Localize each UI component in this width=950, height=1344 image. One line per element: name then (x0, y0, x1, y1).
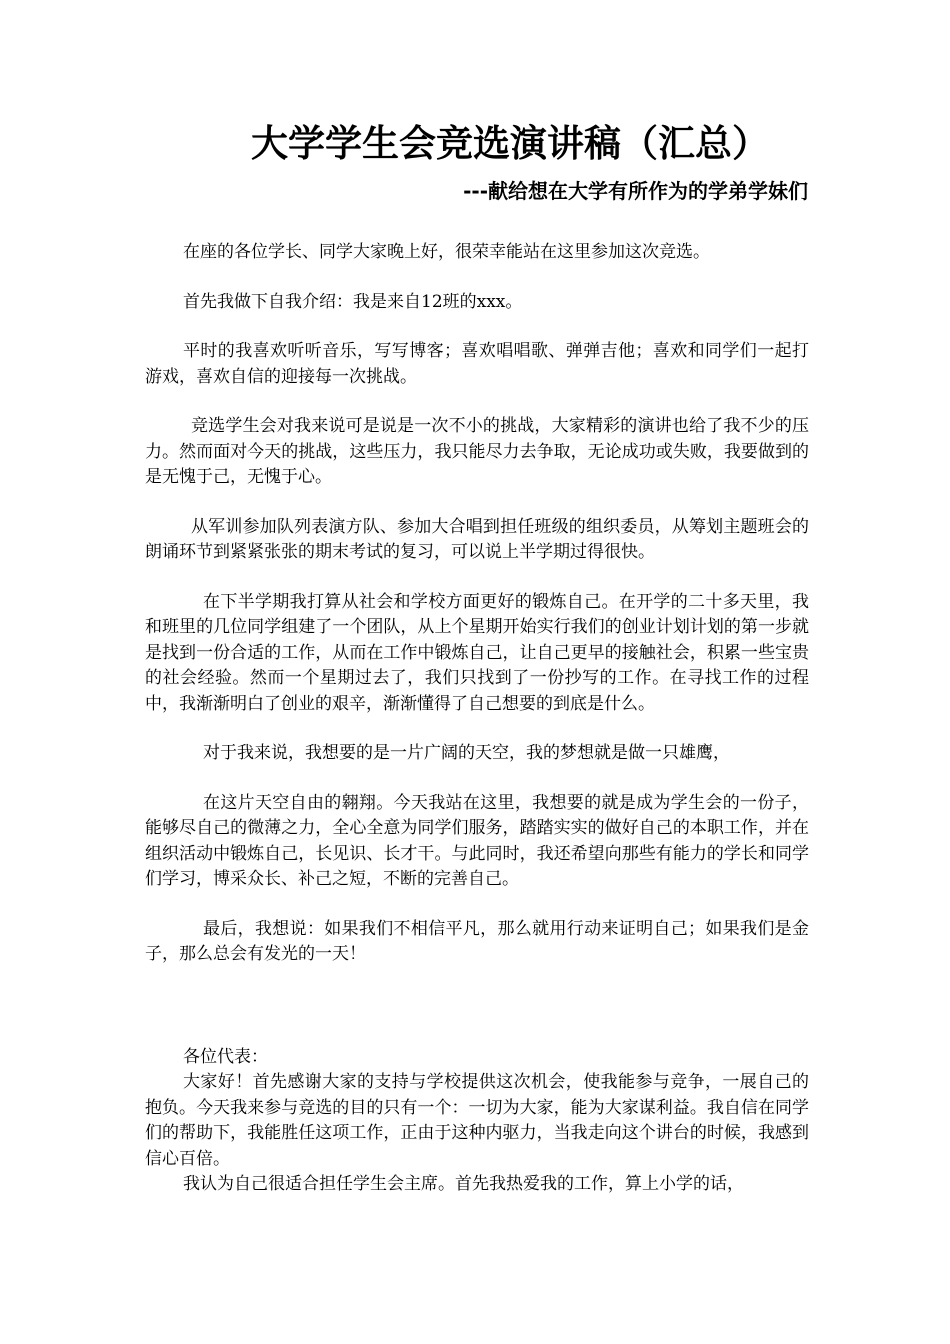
section-gap (145, 992, 809, 1045)
paragraph-opening: 大家好！首先感谢大家的支持与学校提供这次机会，使我能参与竞争，一展自己的抱负。今天我来参与竞选的目的只有一个：一切为大家，能为大家谋利益。我自信在同学们的帮助下，我能胜任这项工作，正由于这种内驱力，当我走向这个讲台的时候，我感到信心百倍。 (145, 1072, 809, 1169)
paragraph-challenge: 竞选学生会对我来说可是说是一次不小的挑战，大家精彩的演讲也给了我不少的压力。然而面对今天的挑战，这些压力，我只能尽力去争取，无论成功或失败，我要做到的是无愧于己，无愧于心。 (145, 416, 809, 487)
paragraph-intro: 首先我做下自我介绍：我是来自12班的xxx。 (183, 291, 523, 312)
paragraph-goal: 在这片天空自由的翱翔。今天我站在这里，我想要的就是成为学生会的一份子，能够尽自己的微薄之力，全心全意为同学们服务，踏踏实实的做好自己的本职工作，并在组织活动中锻炼自己，长见识、长才干。与此同时，我还希望向那些有能力的学长和同学们学习，博采众长、补己之短，不断的完善自己。 (145, 792, 809, 889)
paragraph-closing: 最后，我想说：如果我们不相信平凡，那么就用行动来证明自己；如果我们是金子，那么总会有发光的一天！ (145, 918, 809, 964)
document-body (145, 240, 809, 1198)
document-subtitle: ---献给想在大学有所作为的学弟学妹们 (463, 179, 808, 203)
paragraph-second-semester: 在下半学期我打算从社会和学校方面更好的锻炼自己。在开学的二十多天里，我和班里的几位同学组建了一个团队，从上个星期开始实行我们的创业计划计划的第一步就是找到一份合适的工作，从而在工作中锻炼自己，让自己更早的接触社会，积累一些宝贵的社会经验。然而一个星期过去了，我们只找到了一份抄写的工作。在寻找工作的过程中，我渐渐明白了创业的艰辛，渐渐懂得了自己想要的到底是什么。 (145, 591, 809, 714)
paragraph-suitability: 我认为自己很适合担任学生会主席。首先我热爱我的工作，算上小学的话， (183, 1174, 744, 1194)
paragraph-greeting: 在座的各位学长、同学大家晚上好，很荣幸能站在这里参加这次竞选。 (183, 242, 710, 262)
paragraph-dream: 对于我来说，我想要的是一片广阔的天空，我的梦想就是做一只雄鹰， (203, 743, 730, 763)
document-title: 大学学生会竞选演讲稿（汇总） (251, 122, 769, 165)
paragraph-first-semester: 从军训参加队列表演方队、参加大合唱到担任班级的组织委员，从筹划主题班会的朗诵环节到紧紧张张的期末考试的复习，可以说上半学期过得很快。 (145, 516, 809, 562)
paragraph-hobbies: 平时的我喜欢听听音乐，写写博客；喜欢唱唱歌、弹弹吉他；喜欢和同学们一起打游戏，喜欢自信的迎接每一次挑战。 (145, 341, 809, 387)
paragraph-salutation: 各位代表： (183, 1046, 268, 1067)
